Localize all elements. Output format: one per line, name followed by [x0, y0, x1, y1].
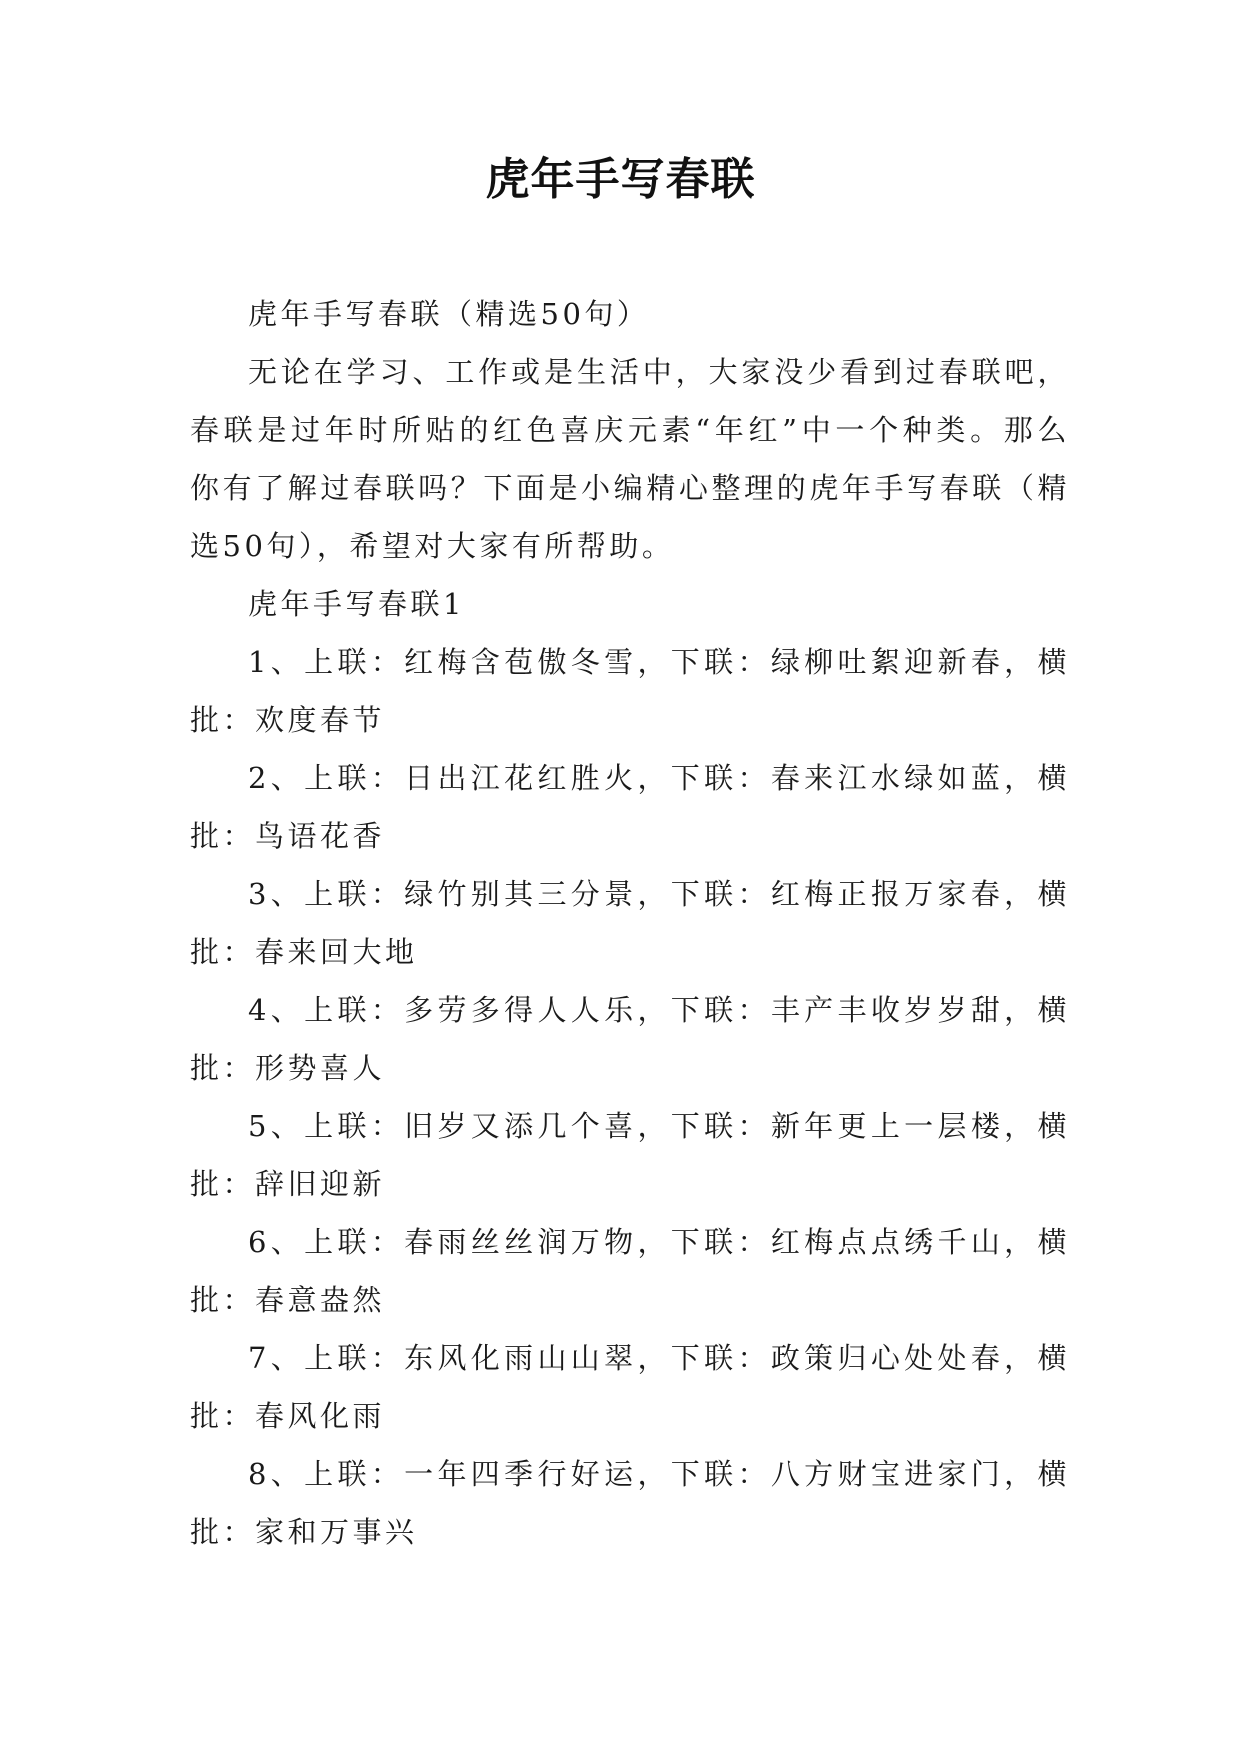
couplet-item: 1、上联：红梅含苞傲冬雪，下联：绿柳吐絮迎新春，横批：欢度春节: [190, 645, 1070, 737]
document-title: 虎年手写春联: [485, 154, 756, 205]
couplet-item: 3、上联：绿竹别其三分景，下联：红梅正报万家春，横批：春来回大地: [190, 877, 1070, 969]
section-heading: 虎年手写春联1: [248, 587, 465, 621]
subtitle-paragraph: 虎年手写春联（精选50句）: [248, 297, 650, 331]
document-body: [190, 285, 1070, 1561]
couplet-item: 5、上联：旧岁又添几个喜，下联：新年更上一层楼，横批：辞旧迎新: [190, 1109, 1070, 1201]
couplet-item: 7、上联：东风化雨山山翠，下联：政策归心处处春，横批：春风化雨: [190, 1341, 1070, 1433]
couplet-item: 6、上联：春雨丝丝润万物，下联：红梅点点绣千山，横批：春意盎然: [190, 1225, 1070, 1317]
couplet-item: 8、上联：一年四季行好运，下联：八方财宝进家门，横批：家和万事兴: [190, 1457, 1070, 1549]
intro-paragraph: 无论在学习、工作或是生活中，大家没少看到过春联吧，春联是过年时所贴的红色喜庆元素“年红”中一个种类。那么你有了解过春联吗？下面是小编精心整理的虎年手写春联（精选50句），希望对大家有所帮助。: [190, 355, 1070, 563]
couplet-item: 2、上联：日出江花红胜火，下联：春来江水绿如蓝，横批：鸟语花香: [190, 761, 1070, 853]
couplet-item: 4、上联：多劳多得人人乐，下联：丰产丰收岁岁甜，横批：形势喜人: [190, 993, 1070, 1085]
